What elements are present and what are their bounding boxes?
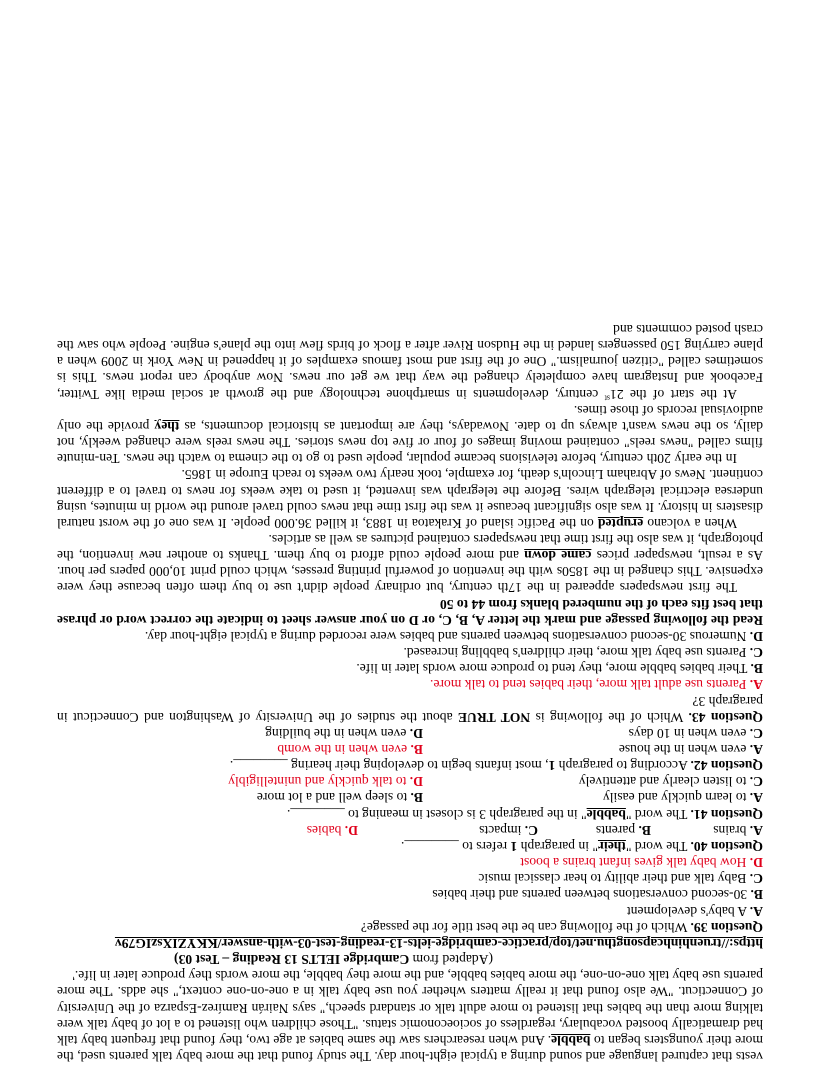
passage-2-paragraph-2: When a volcano erupted on the Pacific island of Krakatoa in 1883, it killed 36.000 people. It was one of the worst natural disasters in history. It was also significant because it was the first time that news could travel around the world in minutes, using undersea electrical telegraph wires. Before the telegraph was invented, it used to take weeks for news to travel to a different continent. News of Abraham Lincoln's death, for example, took nearly two weeks to reach Europe in 1865.	[57, 467, 763, 531]
passage-2-paragraph-4: At the start of the 21st century, developments in smartphone technology and the growth at social media like Twitter, Facebook and Instagram have completely changed the way that we get our news. Now anybody can report news. This is sometimes called "citizen journalism." One of the first and most famous examples of it happened in New York in 2009 when a plane carrying 150 passengers landed in the Hudson River after a flock of birds flew into the plane's engine. People who saw the crash posted comments and	[56, 321, 763, 403]
option-b[interactable]: B. Their babies babble more, they tend to produce more words later in life.	[356, 661, 763, 677]
option-b[interactable]: B. parents	[595, 822, 651, 838]
question-41	[57, 773, 763, 821]
option-b[interactable]: B. 30-second conversations between parents and their babies	[432, 887, 763, 903]
option-d-correct[interactable]: D. How baby talk gives infant brains a boost	[520, 855, 763, 871]
instruction-44-50: Read the following passage and mark the letter A, B, C, or D on your answer sheet to indicate the correct word or phrase that best fits each of the numbered blanks from 44 to 50	[57, 596, 763, 628]
option-c[interactable]: C. to listen clearly and attentively	[578, 774, 763, 790]
question-stem: Question 42. According to paragraph 1, most infants begin to developing their hearing ________.	[229, 758, 763, 774]
question-stem: Question 39. Which of the following can be the best title for the passage?	[360, 919, 763, 935]
options-row	[57, 822, 763, 838]
option-c[interactable]: C. even when in 10 days	[628, 725, 763, 741]
option-a[interactable]: A. brains	[713, 822, 763, 838]
passage-2-paragraph-1: The first newspapers appeared in the 17th century, but ordinary people didn't use to buy them often because they were expensive. This changed in the 1850s with the invention of powerful printing presses, which could print 10,000 papers per hour. As a result, newspaper prices came down and more people could afford to buy them. Thanks to another new invention, the photograph, it was also the first time that newspapers contained pictures as well as articles.	[57, 532, 763, 596]
option-c[interactable]: C. impacts	[479, 822, 538, 838]
options-row-2	[57, 773, 763, 789]
passage-1-tail: vests that captured language and sound during a typical eight-hour day. The study found that the more baby talk parents used, the more their youngsters began to babble. And when researchers saw the same babies at age two, they found that frequent baby talk had dramatically boosted vocabulary, regardless of socioeconomic status. "Those children who listened to a lot of baby talk were talking more than the babies that listened to more adult talk or standard speech," says Nairán Ramírez-Esparza of the University of Connecticut. "We also found that it really matters whether you use baby talk in a one-on-one context," she adds. 'The more parents use baby talk one-on-one, the more babies babble, and the more they babble, the more words they produce later in life.'	[57, 968, 763, 1064]
question-43	[57, 628, 763, 725]
options-row-2	[57, 725, 763, 741]
option-c[interactable]: C. Parents use baby talk more, their children's babbling increased.	[403, 645, 763, 661]
question-stem: Question 40. The word "their" in paragraph 1 refers to ________.	[401, 838, 763, 854]
option-a-correct[interactable]: A. Parents use adult talk more, their babies tend to talk more.	[430, 677, 763, 693]
options-row-1	[57, 789, 763, 805]
option-d-correct[interactable]: D. to talk quickly and unintelligibly	[228, 774, 423, 790]
option-d-correct[interactable]: D. babies	[306, 822, 358, 838]
question-40	[57, 822, 763, 854]
source-credit: (Adapted from Cambridge IELTS 13 Reading – Test 03)	[174, 952, 493, 968]
question-42	[57, 725, 763, 773]
option-b-correct[interactable]: B. even when in the womb	[277, 742, 423, 758]
option-b[interactable]: B. to sleep well and a lot more	[256, 790, 423, 806]
document-body	[57, 321, 763, 1064]
option-d[interactable]: D. Numerous 30-second conversations between parents and babies were recorded during a typical eight-hour day.	[144, 628, 763, 644]
option-a[interactable]: A. A baby's development	[626, 903, 763, 919]
option-c[interactable]: C. Baby talk and their ability to hear classical music	[478, 871, 763, 887]
option-d[interactable]: D. even when in the building	[265, 725, 423, 741]
question-stem: Question 41. The word "babble" in the paragraph 3 is closest in meaning to ________.	[286, 806, 763, 822]
question-39	[57, 854, 763, 935]
babble-word: babble	[551, 1032, 591, 1048]
source-url[interactable]: https://truenhinhcapsongthu.net/top/practice-cambridge-ielts-13-reading-test-03-with-answer/KKYZIXszIG79v	[114, 935, 763, 951]
option-a[interactable]: A. to learn quickly and easily	[602, 790, 763, 806]
passage-2-paragraph-3: In the early 20th century, before televisions became popular, people used to go to the cinema to watch the news. Ten-minute films called "news reels" contained moving images of four or five top news stories. The news reels were changed weekly, not daily, so the news wasn't always up to date. Nowadays, they are important as historical documents, as they provide the only audiovisual records of those times.	[57, 402, 763, 467]
options-row-1	[57, 741, 763, 757]
option-a[interactable]: A. even when in the house	[618, 742, 763, 758]
question-stem: Question 43. Which of the following is NOT TRUE about the studies of the University of Washington and Connecticut in paragraph 3?	[57, 693, 763, 725]
